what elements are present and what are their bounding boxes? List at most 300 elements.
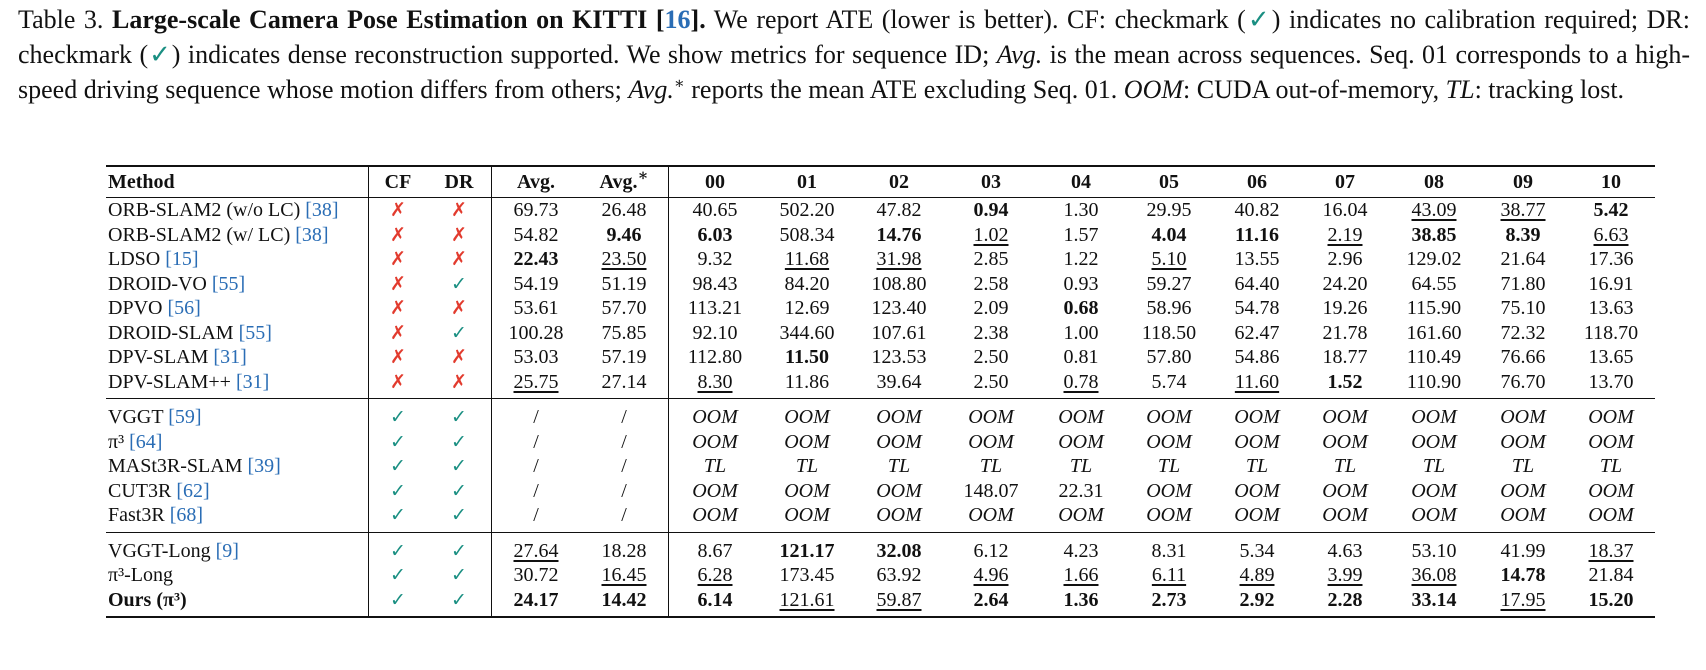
seq-cell: 18.77 — [1322, 346, 1368, 368]
seq-cell: 108.80 — [871, 272, 927, 295]
seq-cell: 76.70 — [1500, 370, 1546, 393]
seq-cell: 1.36 — [1037, 588, 1125, 618]
seq-cell: 36.08 — [1411, 564, 1457, 586]
avg-cell: / — [533, 430, 539, 453]
table-row — [106, 503, 1655, 532]
seq-cell: 8.39 — [1505, 223, 1541, 246]
seq-cell: OOM — [1588, 430, 1634, 453]
seq-cell: 5.42 — [1593, 199, 1629, 221]
cross-icon: ✗ — [427, 345, 492, 370]
seq-cell: 1.57 — [1063, 223, 1099, 246]
method-name: VGGT-Long [9] — [106, 532, 369, 563]
seq-cell: 8.31 — [1125, 532, 1213, 563]
seq-cell: 6.03 — [697, 223, 733, 246]
seq-cell: 2.09 — [973, 297, 1009, 319]
method-name: Fast3R [68] — [106, 503, 369, 532]
check-icon: ✓ — [369, 532, 428, 563]
table-row — [106, 532, 1655, 563]
table-row — [106, 588, 1655, 618]
seq-cell: 6.11 — [1151, 564, 1187, 586]
seq-cell: 11.86 — [784, 370, 830, 393]
seq-cell: 8.30 — [697, 370, 733, 393]
seq-cell: 54.86 — [1234, 346, 1280, 368]
seq-cell: 2.50 — [973, 370, 1009, 393]
avg-cell: / — [492, 399, 581, 430]
check-icon: ✓ — [427, 430, 492, 455]
avg-cell: 27.64 — [492, 532, 581, 563]
method-name: π³-Long — [106, 563, 369, 588]
seq-cell: OOM — [876, 504, 922, 526]
seq-cell: 0.78 — [1063, 370, 1099, 393]
check-icon: ✓ — [369, 399, 428, 430]
seq-cell: 4.23 — [1037, 532, 1125, 563]
seq-cell: 112.80 — [687, 346, 743, 368]
seq-cell: OOM — [1389, 399, 1479, 430]
seq-cell: 13.63 — [1588, 297, 1634, 319]
table-row — [106, 345, 1655, 370]
avg-cell: 27.14 — [580, 370, 669, 399]
seq-cell: OOM — [1588, 479, 1634, 502]
check-icon: ✓ — [369, 588, 428, 618]
seq-cell: OOM — [1234, 430, 1280, 453]
seq-cell: 16.91 — [1588, 272, 1634, 295]
avg-cell: 9.46 — [580, 223, 669, 248]
seq-cell: OOM — [1146, 479, 1192, 502]
column-header: DR — [427, 166, 492, 198]
method-name: DPVO [56] — [106, 296, 369, 321]
seq-cell: 1.00 — [1063, 321, 1099, 344]
citation-link[interactable]: [38] — [305, 199, 339, 221]
seq-cell: 92.10 — [692, 321, 738, 344]
seq-cell: 40.65 — [692, 199, 738, 221]
citation-link[interactable]: [59] — [168, 406, 202, 428]
method-name: Ours (π³) — [106, 588, 369, 618]
seq-cell: OOM — [968, 430, 1014, 453]
seq-cell: TL — [1599, 455, 1623, 477]
seq-cell: OOM — [1058, 430, 1104, 453]
column-header: 03 — [945, 166, 1037, 198]
seq-cell: 6.63 — [1593, 223, 1629, 246]
seq-cell: OOM — [945, 399, 1037, 430]
avg-cell: 14.42 — [580, 588, 669, 618]
seq-cell: OOM — [876, 479, 922, 502]
avg-cell: 57.70 — [580, 296, 669, 321]
seq-cell: OOM — [1411, 479, 1457, 502]
check-icon: ✓ — [390, 479, 406, 502]
citation-link[interactable]: [56] — [167, 297, 201, 319]
seq-cell: 21.84 — [1588, 564, 1634, 586]
seq-cell: 161.60 — [1406, 321, 1462, 344]
citation-link[interactable]: [64] — [129, 430, 163, 453]
seq-cell: 71.80 — [1500, 272, 1546, 295]
seq-cell: 4.89 — [1239, 564, 1275, 586]
seq-cell: 8.67 — [669, 532, 762, 563]
seq-cell: OOM — [1567, 399, 1655, 430]
seq-cell: 11.16 — [1235, 223, 1279, 246]
seq-cell: 38.85 — [1411, 223, 1457, 246]
cross-icon: ✗ — [390, 370, 406, 393]
seq-cell: OOM — [1037, 399, 1125, 430]
citation-link[interactable]: [31] — [235, 370, 270, 393]
seq-cell: 1.52 — [1327, 370, 1363, 393]
cross-icon: ✗ — [390, 297, 406, 319]
seq-cell: OOM — [1500, 479, 1546, 502]
seq-cell: OOM — [1479, 399, 1567, 430]
method-name: CUT3R [62] — [106, 479, 369, 504]
table-row — [106, 272, 1655, 297]
seq-cell: 129.02 — [1406, 248, 1462, 270]
seq-cell: 9.32 — [697, 248, 733, 270]
seq-cell: 2.50 — [973, 346, 1009, 368]
check-icon: ✓ — [427, 588, 492, 618]
seq-cell: OOM — [669, 399, 762, 430]
seq-cell: 2.58 — [973, 272, 1009, 295]
column-header: Method — [106, 166, 369, 198]
seq-cell: 19.26 — [1322, 297, 1368, 319]
check-icon: ✓ — [427, 272, 492, 297]
seq-cell: OOM — [1234, 479, 1280, 502]
seq-cell: 13.65 — [1588, 346, 1634, 368]
seq-cell: 1.66 — [1063, 564, 1099, 586]
avg-cell: 18.28 — [580, 532, 669, 563]
cross-icon: ✗ — [427, 198, 492, 223]
citation-link[interactable]: [55] — [238, 321, 272, 344]
seq-cell: 18.37 — [1567, 532, 1655, 563]
column-header: 05 — [1125, 166, 1213, 198]
seq-cell: TL — [1157, 455, 1181, 477]
seq-cell: 118.70 — [1583, 321, 1639, 344]
seq-cell: OOM — [968, 504, 1014, 526]
seq-cell: 11.50 — [785, 346, 829, 368]
seq-cell: TL — [1333, 455, 1357, 477]
seq-cell: 32.08 — [853, 532, 945, 563]
seq-cell: OOM — [784, 479, 830, 502]
avg-cell: / — [580, 430, 669, 455]
citation-link[interactable]: [39] — [247, 455, 281, 477]
seq-cell: OOM — [1301, 399, 1389, 430]
table-row — [106, 430, 1655, 455]
seq-cell: 4.04 — [1151, 223, 1187, 246]
column-header: Avg. — [492, 166, 581, 198]
seq-cell: 40.82 — [1234, 199, 1280, 221]
citation-link[interactable]: [68] — [169, 504, 204, 526]
column-header: 01 — [761, 166, 853, 198]
seq-cell: 75.10 — [1500, 297, 1546, 319]
seq-cell: OOM — [1146, 504, 1192, 526]
seq-cell: OOM — [1588, 504, 1634, 526]
table-row — [106, 454, 1655, 479]
seq-cell: 2.85 — [973, 248, 1009, 270]
seq-cell: 6.12 — [945, 532, 1037, 563]
seq-cell: 64.55 — [1411, 272, 1457, 295]
seq-cell: 21.78 — [1322, 321, 1368, 344]
seq-cell: OOM — [853, 399, 945, 430]
seq-cell: OOM — [761, 399, 853, 430]
seq-cell: 84.20 — [784, 272, 830, 295]
column-header: 02 — [853, 166, 945, 198]
seq-cell: 14.78 — [1500, 564, 1546, 586]
avg-cell: 30.72 — [513, 564, 559, 586]
seq-cell: 1.30 — [1063, 199, 1099, 221]
seq-cell: 2.19 — [1327, 223, 1363, 246]
seq-cell: 1.22 — [1063, 248, 1099, 270]
seq-cell: 57.80 — [1146, 346, 1192, 368]
seq-cell: OOM — [1322, 504, 1368, 526]
cross-icon: ✗ — [390, 272, 406, 295]
avg-cell: 57.19 — [580, 345, 669, 370]
avg-cell: / — [580, 479, 669, 504]
avg-cell: 100.28 — [508, 321, 564, 344]
seq-cell: 11.68 — [784, 248, 830, 270]
seq-cell: 6.28 — [697, 564, 733, 586]
table-row — [106, 296, 1655, 321]
avg-cell: 53.61 — [513, 297, 559, 319]
column-header: Avg.∗ — [580, 166, 669, 198]
citation-link[interactable]: [9] — [215, 539, 239, 562]
seq-cell: 2.96 — [1327, 248, 1363, 270]
check-icon: ✓ — [427, 532, 492, 563]
table-row — [106, 198, 1655, 223]
avg-cell: 54.19 — [513, 272, 559, 295]
avg-cell: 51.19 — [580, 272, 669, 297]
table-row — [106, 563, 1655, 588]
avg-cell: / — [580, 454, 669, 479]
avg-cell: 24.17 — [492, 588, 581, 618]
seq-cell: OOM — [1500, 430, 1546, 453]
seq-cell: 0.68 — [1063, 297, 1099, 319]
avg-cell: 25.75 — [513, 370, 559, 393]
seq-cell: 17.95 — [1479, 588, 1567, 618]
avg-cell: 23.50 — [580, 247, 669, 272]
seq-cell: 17.36 — [1588, 248, 1634, 270]
avg-cell: 53.03 — [513, 346, 559, 368]
seq-cell: 21.64 — [1500, 248, 1546, 270]
seq-cell: 29.95 — [1146, 199, 1192, 221]
method-name: LDSO [15] — [106, 247, 369, 272]
citation-link[interactable]: [15] — [165, 248, 199, 270]
method-name: DPV-SLAM++ [31] — [106, 370, 369, 399]
column-header: 07 — [1301, 166, 1389, 198]
avg-cell: 22.43 — [513, 248, 559, 270]
seq-cell: 16.04 — [1322, 199, 1368, 221]
results-table — [106, 165, 1655, 618]
seq-cell: 2.64 — [945, 588, 1037, 618]
avg-cell: 26.48 — [580, 198, 669, 223]
method-name: ORB-SLAM2 (w/o LC) [38] — [106, 198, 369, 223]
seq-cell: OOM — [1411, 430, 1457, 453]
seq-cell: 107.61 — [871, 321, 927, 344]
seq-cell: OOM — [692, 504, 738, 526]
seq-cell: 5.74 — [1151, 370, 1187, 393]
seq-cell: TL — [1069, 455, 1093, 477]
seq-cell: 11.60 — [1234, 370, 1280, 393]
avg-cell: 69.73 — [513, 199, 559, 221]
seq-cell: OOM — [1500, 504, 1546, 526]
seq-cell: 5.10 — [1151, 248, 1187, 270]
seq-cell: OOM — [1125, 399, 1213, 430]
seq-cell: 54.78 — [1234, 297, 1280, 319]
avg-cell: / — [533, 455, 539, 477]
column-header: 09 — [1479, 166, 1567, 198]
citation-link[interactable]: [55] — [211, 272, 246, 295]
seq-cell: OOM — [1322, 479, 1368, 502]
seq-cell: 113.21 — [687, 297, 743, 319]
method-name: VGGT [59] — [106, 399, 369, 430]
column-header: 00 — [669, 166, 762, 198]
seq-cell: 13.55 — [1234, 248, 1280, 270]
seq-cell: 5.34 — [1213, 532, 1301, 563]
cross-icon: ✗ — [390, 248, 406, 270]
citation-link[interactable]: [62] — [176, 479, 210, 502]
method-name: ORB-SLAM2 (w/ LC) [38] — [106, 223, 369, 248]
seq-cell: 33.14 — [1389, 588, 1479, 618]
cross-icon: ✗ — [427, 247, 492, 272]
seq-cell: 502.20 — [779, 199, 835, 221]
seq-cell: 59.27 — [1146, 272, 1192, 295]
seq-cell: OOM — [876, 430, 922, 453]
seq-cell: 43.09 — [1411, 199, 1457, 221]
citation-link[interactable]: [38] — [295, 223, 329, 246]
seq-cell: 4.63 — [1301, 532, 1389, 563]
seq-cell: OOM — [784, 430, 830, 453]
seq-cell: 22.31 — [1058, 479, 1104, 502]
seq-cell: 59.87 — [853, 588, 945, 618]
table-row — [106, 247, 1655, 272]
cross-icon: ✗ — [390, 223, 406, 246]
avg-cell: 16.45 — [580, 563, 669, 588]
cross-icon: ✗ — [390, 321, 406, 344]
cross-icon: ✗ — [390, 346, 406, 368]
table-row — [106, 321, 1655, 346]
seq-cell: 24.20 — [1322, 272, 1368, 295]
check-icon: ✓ — [148, 40, 172, 69]
method-name: DROID-SLAM [55] — [106, 321, 369, 346]
seq-cell: OOM — [1411, 504, 1457, 526]
seq-cell: 6.14 — [669, 588, 762, 618]
seq-cell: 2.73 — [1125, 588, 1213, 618]
method-name: DROID-VO [55] — [106, 272, 369, 297]
seq-cell: 62.47 — [1234, 321, 1280, 344]
seq-cell: 121.17 — [761, 532, 853, 563]
table-row — [106, 479, 1655, 504]
seq-cell: 110.49 — [1406, 346, 1462, 368]
avg-cell: / — [533, 504, 539, 526]
check-icon: ✓ — [427, 479, 492, 504]
seq-cell: 64.40 — [1234, 272, 1280, 295]
method-name: π³ [64] — [106, 430, 369, 455]
table-row — [106, 223, 1655, 248]
check-icon: ✓ — [427, 321, 492, 346]
seq-cell: 31.98 — [876, 248, 922, 270]
seq-cell: 3.99 — [1327, 564, 1363, 586]
column-header: 04 — [1037, 166, 1125, 198]
seq-cell: 123.40 — [871, 297, 927, 319]
avg-cell: / — [580, 399, 669, 430]
seq-cell: 53.10 — [1389, 532, 1479, 563]
caption-title: Large-scale Camera Pose Estimation on KITTI [16]. — [112, 5, 706, 34]
seq-cell: 1.02 — [973, 223, 1009, 246]
check-icon: ✓ — [390, 430, 406, 453]
seq-cell: 12.69 — [784, 297, 830, 319]
caption-label: Table 3. — [18, 5, 104, 34]
check-icon: ✓ — [390, 564, 406, 586]
cross-icon: ✗ — [427, 296, 492, 321]
seq-cell: 47.82 — [876, 199, 922, 221]
seq-cell: 121.61 — [761, 588, 853, 618]
seq-cell: OOM — [692, 479, 738, 502]
seq-cell: 148.07 — [963, 479, 1019, 502]
seq-cell: 110.90 — [1406, 370, 1462, 393]
check-icon: ✓ — [390, 504, 406, 526]
seq-cell: 2.38 — [973, 321, 1009, 344]
cross-icon: ✗ — [427, 223, 492, 248]
seq-cell: TL — [979, 455, 1003, 477]
seq-cell: 0.94 — [973, 199, 1009, 221]
seq-cell: 58.96 — [1146, 297, 1192, 319]
seq-cell: 98.43 — [692, 272, 738, 295]
seq-cell: 41.99 — [1479, 532, 1567, 563]
table-row — [106, 370, 1655, 399]
seq-cell: 39.64 — [876, 370, 922, 393]
check-icon: ✓ — [427, 454, 492, 479]
seq-cell: 344.60 — [779, 321, 835, 344]
seq-cell: 15.20 — [1567, 588, 1655, 618]
seq-cell: 14.76 — [876, 223, 922, 246]
column-header: CF — [369, 166, 428, 198]
seq-cell: 173.45 — [779, 564, 835, 586]
seq-cell: OOM — [1234, 504, 1280, 526]
seq-cell: OOM — [1213, 399, 1301, 430]
cross-icon: ✗ — [427, 370, 492, 399]
check-icon: ✓ — [427, 563, 492, 588]
seq-cell: 72.32 — [1500, 321, 1546, 344]
avg-cell: 75.85 — [580, 321, 669, 346]
column-header: 10 — [1567, 166, 1655, 198]
seq-cell: 13.70 — [1588, 370, 1634, 393]
table-row — [106, 399, 1655, 430]
seq-cell: 115.90 — [1406, 297, 1462, 319]
seq-cell: TL — [795, 455, 819, 477]
seq-cell: 123.53 — [871, 346, 927, 368]
table-caption: Table 3. Large-scale Camera Pose Estimation on KITTI [16]. We report ATE (lower is better). CF: checkmark (✓) indicates no calibration required; DR: checkmark (✓) indicates dense reconstruction supported. We show metrics for sequence ID; Avg. is the mean across sequences. Seq. 01 corresponds to a high-speed driving sequence whose motion differs from others; Avg.∗ reports the mean ATE excluding Seq. 01. OOM: CUDA out-of-memory, TL: tracking lost. — [18, 5, 1691, 104]
citation-link[interactable]: [31] — [213, 346, 247, 368]
check-icon: ✓ — [427, 503, 492, 532]
method-name: DPV-SLAM [31] — [106, 345, 369, 370]
seq-cell: OOM — [1146, 430, 1192, 453]
method-name: MASt3R-SLAM [39] — [106, 454, 369, 479]
avg-cell: 54.82 — [513, 223, 559, 246]
seq-cell: 4.96 — [973, 564, 1009, 586]
seq-cell: 76.66 — [1500, 346, 1546, 368]
seq-cell: 508.34 — [779, 223, 835, 246]
seq-cell: 118.50 — [1141, 321, 1197, 344]
check-icon: ✓ — [1245, 5, 1272, 34]
seq-cell: 2.28 — [1301, 588, 1389, 618]
seq-cell: 38.77 — [1500, 199, 1546, 221]
seq-cell: OOM — [692, 430, 738, 453]
seq-cell: TL — [1245, 455, 1269, 477]
check-icon: ✓ — [390, 455, 406, 477]
seq-cell: 63.92 — [876, 564, 922, 586]
column-header: 08 — [1389, 166, 1479, 198]
seq-cell: TL — [1422, 455, 1446, 477]
check-icon: ✓ — [427, 399, 492, 430]
seq-cell: OOM — [1058, 504, 1104, 526]
cross-icon: ✗ — [390, 199, 406, 221]
avg-cell: / — [533, 479, 539, 502]
avg-cell: / — [580, 503, 669, 532]
column-header: 06 — [1213, 166, 1301, 198]
